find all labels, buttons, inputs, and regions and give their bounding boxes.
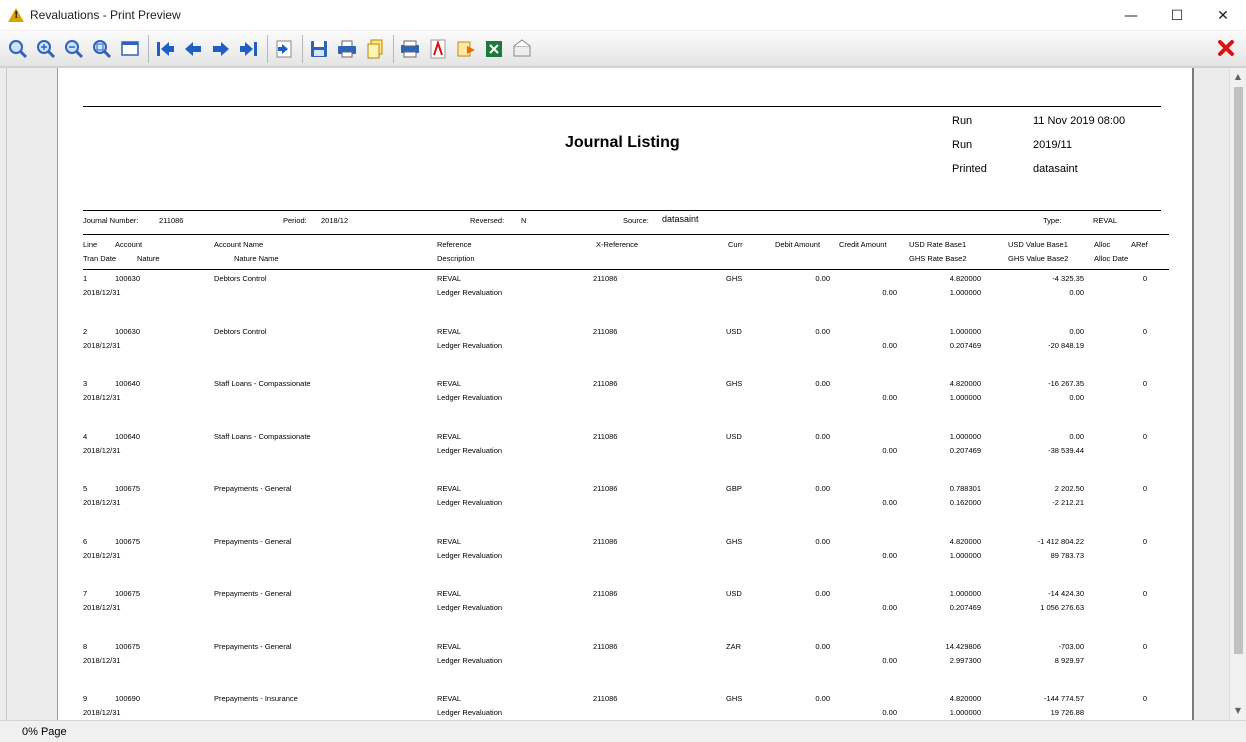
email-icon[interactable] (509, 36, 535, 62)
row-alloc: 0 (1142, 326, 1147, 336)
row-account: 100675 (115, 641, 141, 651)
row-credit: 0.00 (882, 340, 897, 350)
row-val2: 89 783.73 (1050, 550, 1084, 560)
row-ref: REVAL (437, 589, 462, 598)
journal-number-value: 211086 (159, 216, 184, 225)
row-desc: Ledger Revaluation (437, 550, 503, 560)
window-title: Revaluations - Print Preview (30, 8, 181, 22)
scroll-up-icon[interactable]: ▲ (1234, 72, 1242, 81)
row-val2: 0.00 (1069, 393, 1084, 402)
row-curr: USD (726, 326, 742, 336)
row-credit: 0.00 (882, 550, 897, 560)
row-ref: REVAL (437, 326, 462, 336)
row-desc: Ledger Revaluation (437, 603, 503, 612)
row-val2: 8 929.97 (1054, 655, 1084, 665)
close-preview-icon[interactable] (1214, 36, 1238, 60)
zoom-page-icon[interactable] (89, 36, 115, 62)
row-alloc: 0 (1142, 589, 1147, 598)
scroll-down-icon[interactable]: ▼ (1234, 706, 1242, 715)
row-xref: 211086 (593, 694, 618, 703)
source-value: datasaint (662, 214, 699, 224)
toolbar (0, 31, 1246, 67)
row-account: 100675 (115, 536, 141, 546)
row-rate2: 1.000000 (949, 708, 981, 717)
row-desc: Ledger Revaluation (437, 498, 503, 507)
row-name: Debtors Control (214, 274, 267, 283)
row-desc: Ledger Revaluation (437, 393, 503, 402)
row-curr: GHS (726, 694, 743, 703)
row-val1: -14 424.30 (1048, 589, 1084, 598)
run2-value: 2019/11 (1033, 139, 1072, 151)
col-alloc: Alloc (1094, 240, 1111, 249)
row-curr: GHS (726, 536, 743, 546)
row-line: 6 (83, 536, 88, 546)
row-credit: 0.00 (882, 393, 897, 402)
row-name: Staff Loans - Compassionate (214, 431, 311, 441)
minimize-button[interactable]: — (1124, 7, 1138, 24)
row-line: 5 (83, 484, 88, 493)
row-alloc: 0 (1142, 379, 1147, 388)
row-curr: ZAR (726, 641, 741, 651)
preview-area (0, 67, 1246, 720)
type-label: Type: (1043, 216, 1062, 225)
col-tran-date: Tran Date (83, 254, 117, 263)
row-desc: Ledger Revaluation (437, 655, 503, 665)
row-date: 2018/12/31 (83, 603, 121, 612)
title-bar (0, 0, 1246, 31)
col-reference: Reference (437, 240, 472, 249)
row-curr: GBP (726, 484, 742, 493)
type-value: REVAL (1093, 216, 1118, 225)
export-icon[interactable] (453, 36, 479, 62)
row-curr: GHS (726, 379, 743, 388)
excel-icon[interactable] (481, 36, 507, 62)
first-page-icon[interactable] (152, 36, 178, 62)
scroll-thumb[interactable] (1234, 87, 1243, 654)
row-rate2: 0.207469 (949, 340, 981, 350)
row-name: Debtors Control (214, 326, 267, 336)
row-val2: -2 212.21 (1052, 498, 1084, 507)
row-alloc: 0 (1142, 641, 1147, 651)
row-debit: 0.00 (815, 694, 830, 703)
top-rule (83, 106, 1161, 107)
row-rate1: 1.000000 (949, 326, 981, 336)
row-account: 100640 (115, 431, 141, 441)
status-text: 0% Page (22, 725, 67, 738)
col-debit: Debit Amount (775, 240, 821, 249)
col-description: Description (437, 254, 475, 263)
row-rate1: 14.429806 (945, 641, 981, 651)
row-name: Prepayments - Insurance (214, 694, 298, 703)
run-label: Run (952, 115, 973, 127)
printed-label: Printed (952, 163, 987, 175)
run-value: 11 Nov 2019 08:00 (1033, 115, 1126, 127)
vertical-scrollbar[interactable] (1229, 68, 1246, 721)
report-title: Journal Listing (565, 134, 680, 151)
col-usd-rate: USD Rate Base1 (909, 240, 967, 249)
row-date: 2018/12/31 (83, 498, 121, 507)
row-rate1: 4.820000 (949, 274, 981, 283)
row-ref: REVAL (437, 694, 462, 703)
col-ghs-value: GHS Value Base2 (1008, 254, 1069, 263)
col-nature: Nature (137, 254, 160, 263)
col-x-reference: X-Reference (596, 240, 639, 249)
row-rate2: 2.997300 (949, 655, 981, 665)
row-debit: 0.00 (815, 589, 830, 598)
row-date: 2018/12/31 (83, 393, 121, 402)
columns-top-rule (83, 234, 1169, 235)
row-desc: Ledger Revaluation (437, 288, 503, 297)
row-val2: -20 848.19 (1048, 340, 1084, 350)
left-margin-strip (6, 68, 7, 721)
row-rate2: 0.207469 (949, 603, 981, 612)
row-account: 100690 (115, 694, 141, 703)
window-controls (1108, 0, 1246, 31)
row-date: 2018/12/31 (83, 288, 121, 297)
row-alloc: 0 (1142, 694, 1147, 703)
row-alloc: 0 (1142, 484, 1147, 493)
row-desc: Ledger Revaluation (437, 445, 503, 455)
toolbar-separator (148, 35, 149, 63)
pdf-icon[interactable] (425, 36, 451, 62)
row-rate1: 1.000000 (949, 431, 981, 441)
row-xref: 211086 (593, 326, 618, 336)
row-credit: 0.00 (882, 708, 897, 717)
row-alloc: 0 (1142, 536, 1147, 546)
row-line: 9 (83, 694, 88, 703)
last-page-icon[interactable] (236, 36, 262, 62)
row-alloc: 0 (1142, 431, 1147, 441)
row-xref: 211086 (593, 379, 618, 388)
period-value: 2018/12 (321, 216, 349, 225)
zoom-in-icon[interactable] (33, 36, 59, 62)
row-rate2: 1.000000 (949, 550, 981, 560)
row-account: 100630 (115, 326, 141, 336)
row-date: 2018/12/31 (83, 655, 121, 665)
row-val2: 1 056 276.63 (1040, 603, 1084, 612)
row-alloc: 0 (1142, 274, 1147, 283)
col-aref: ARef (1131, 240, 1148, 249)
row-ref: REVAL (437, 484, 462, 493)
row-rate1: 1.000000 (949, 589, 981, 598)
row-date: 2018/12/31 (83, 550, 121, 560)
print-setup-icon[interactable] (397, 36, 423, 62)
row-debit: 0.00 (815, 641, 830, 651)
row-val1: -1 412 804.22 (1037, 536, 1084, 546)
col-ghs-rate: GHS Rate Base2 (909, 254, 967, 263)
next-page-icon[interactable] (208, 36, 234, 62)
row-line: 7 (83, 589, 88, 598)
row-val1: 2 202.50 (1054, 484, 1084, 493)
row-val1: 0.00 (1069, 326, 1084, 336)
row-ref: REVAL (437, 641, 462, 651)
row-debit: 0.00 (815, 326, 830, 336)
toolbar-separator (393, 35, 394, 63)
close-button[interactable]: ✕ (1217, 7, 1229, 24)
row-val1: -144 774.57 (1043, 694, 1084, 703)
row-curr: GHS (726, 274, 743, 283)
row-line: 1 (83, 274, 88, 283)
journal-number-label: Journal Number: (83, 216, 139, 225)
row-ref: REVAL (437, 431, 462, 441)
row-account: 100675 (115, 589, 141, 598)
row-rate1: 0.788301 (949, 484, 981, 493)
toolbar-separator (302, 35, 303, 63)
row-rate1: 4.820000 (949, 694, 981, 703)
run2-label: Run (952, 139, 973, 151)
row-val1: -4 325.35 (1052, 274, 1084, 283)
row-curr: USD (726, 589, 742, 598)
row-name: Staff Loans - Compassionate (214, 379, 311, 388)
row-desc: Ledger Revaluation (437, 340, 503, 350)
source-label: Source: (623, 216, 649, 225)
maximize-button[interactable]: ☐ (1170, 7, 1184, 24)
goto-page-icon[interactable] (271, 36, 297, 62)
row-xref: 211086 (593, 641, 618, 651)
row-curr: USD (726, 431, 742, 441)
row-rate1: 4.820000 (949, 379, 981, 388)
row-xref: 211086 (593, 484, 618, 493)
row-val1: -16 267.35 (1048, 379, 1084, 388)
row-date: 2018/12/31 (83, 445, 121, 455)
copy-icon[interactable] (362, 36, 388, 62)
row-line: 4 (83, 431, 88, 441)
warning-app-icon (8, 7, 24, 23)
row-desc: Ledger Revaluation (437, 708, 503, 717)
header-rule (83, 210, 1161, 211)
row-rate2: 1.000000 (949, 393, 981, 402)
row-line: 8 (83, 641, 88, 651)
row-line: 3 (83, 379, 88, 388)
period-label: Period: (283, 216, 307, 225)
col-alloc-date: Alloc Date (1094, 254, 1129, 263)
row-debit: 0.00 (815, 484, 830, 493)
col-credit: Credit Amount (839, 240, 887, 249)
row-credit: 0.00 (882, 655, 897, 665)
row-debit: 0.00 (815, 379, 830, 388)
row-name: Prepayments - General (214, 484, 292, 493)
row-account: 100630 (115, 274, 141, 283)
row-ref: REVAL (437, 379, 462, 388)
col-account-name: Account Name (214, 240, 264, 249)
row-name: Prepayments - General (214, 641, 292, 651)
row-account: 100640 (115, 379, 141, 388)
row-val1: -703.00 (1058, 641, 1084, 651)
reversed-value: N (521, 216, 527, 225)
col-account: Account (115, 240, 143, 249)
status-bar (0, 720, 1246, 742)
columns-bottom-rule (83, 269, 1169, 270)
printed-value: datasaint (1033, 163, 1078, 175)
row-xref: 211086 (593, 431, 618, 441)
reversed-label: Reversed: (470, 216, 505, 225)
row-ref: REVAL (437, 536, 462, 546)
col-curr: Curr (728, 240, 743, 249)
zoom-icon[interactable] (5, 36, 31, 62)
row-val2: -38 539.44 (1048, 445, 1084, 455)
report-page (57, 68, 1194, 721)
row-account: 100675 (115, 484, 141, 493)
row-date: 2018/12/31 (83, 708, 121, 717)
save-icon[interactable] (306, 36, 332, 62)
row-xref: 211086 (593, 274, 618, 283)
print-icon[interactable] (334, 36, 360, 62)
fit-page-icon[interactable] (117, 36, 143, 62)
toolbar-separator (267, 35, 268, 63)
col-line: Line (83, 240, 98, 249)
row-rate1: 4.820000 (949, 536, 981, 546)
zoom-out-icon[interactable] (61, 36, 87, 62)
row-rate2: 0.162000 (949, 498, 981, 507)
row-ref: REVAL (437, 274, 462, 283)
row-rate2: 0.207469 (949, 445, 981, 455)
row-credit: 0.00 (882, 498, 897, 507)
row-xref: 211086 (593, 589, 618, 598)
col-nature-name: Nature Name (234, 254, 279, 263)
row-line: 2 (83, 326, 88, 336)
row-debit: 0.00 (815, 431, 830, 441)
row-name: Prepayments - General (214, 536, 292, 546)
row-date: 2018/12/31 (83, 340, 121, 350)
col-usd-value: USD Value Base1 (1008, 240, 1068, 249)
row-name: Prepayments - General (214, 589, 292, 598)
row-val2: 19 726.88 (1050, 708, 1084, 717)
row-debit: 0.00 (815, 274, 830, 283)
row-credit: 0.00 (882, 288, 897, 297)
row-debit: 0.00 (815, 536, 830, 546)
row-rate2: 1.000000 (949, 288, 981, 297)
previous-page-icon[interactable] (180, 36, 206, 62)
row-credit: 0.00 (882, 445, 897, 455)
row-val1: 0.00 (1069, 431, 1084, 441)
row-val2: 0.00 (1069, 288, 1084, 297)
row-xref: 211086 (593, 536, 618, 546)
row-credit: 0.00 (882, 603, 897, 612)
